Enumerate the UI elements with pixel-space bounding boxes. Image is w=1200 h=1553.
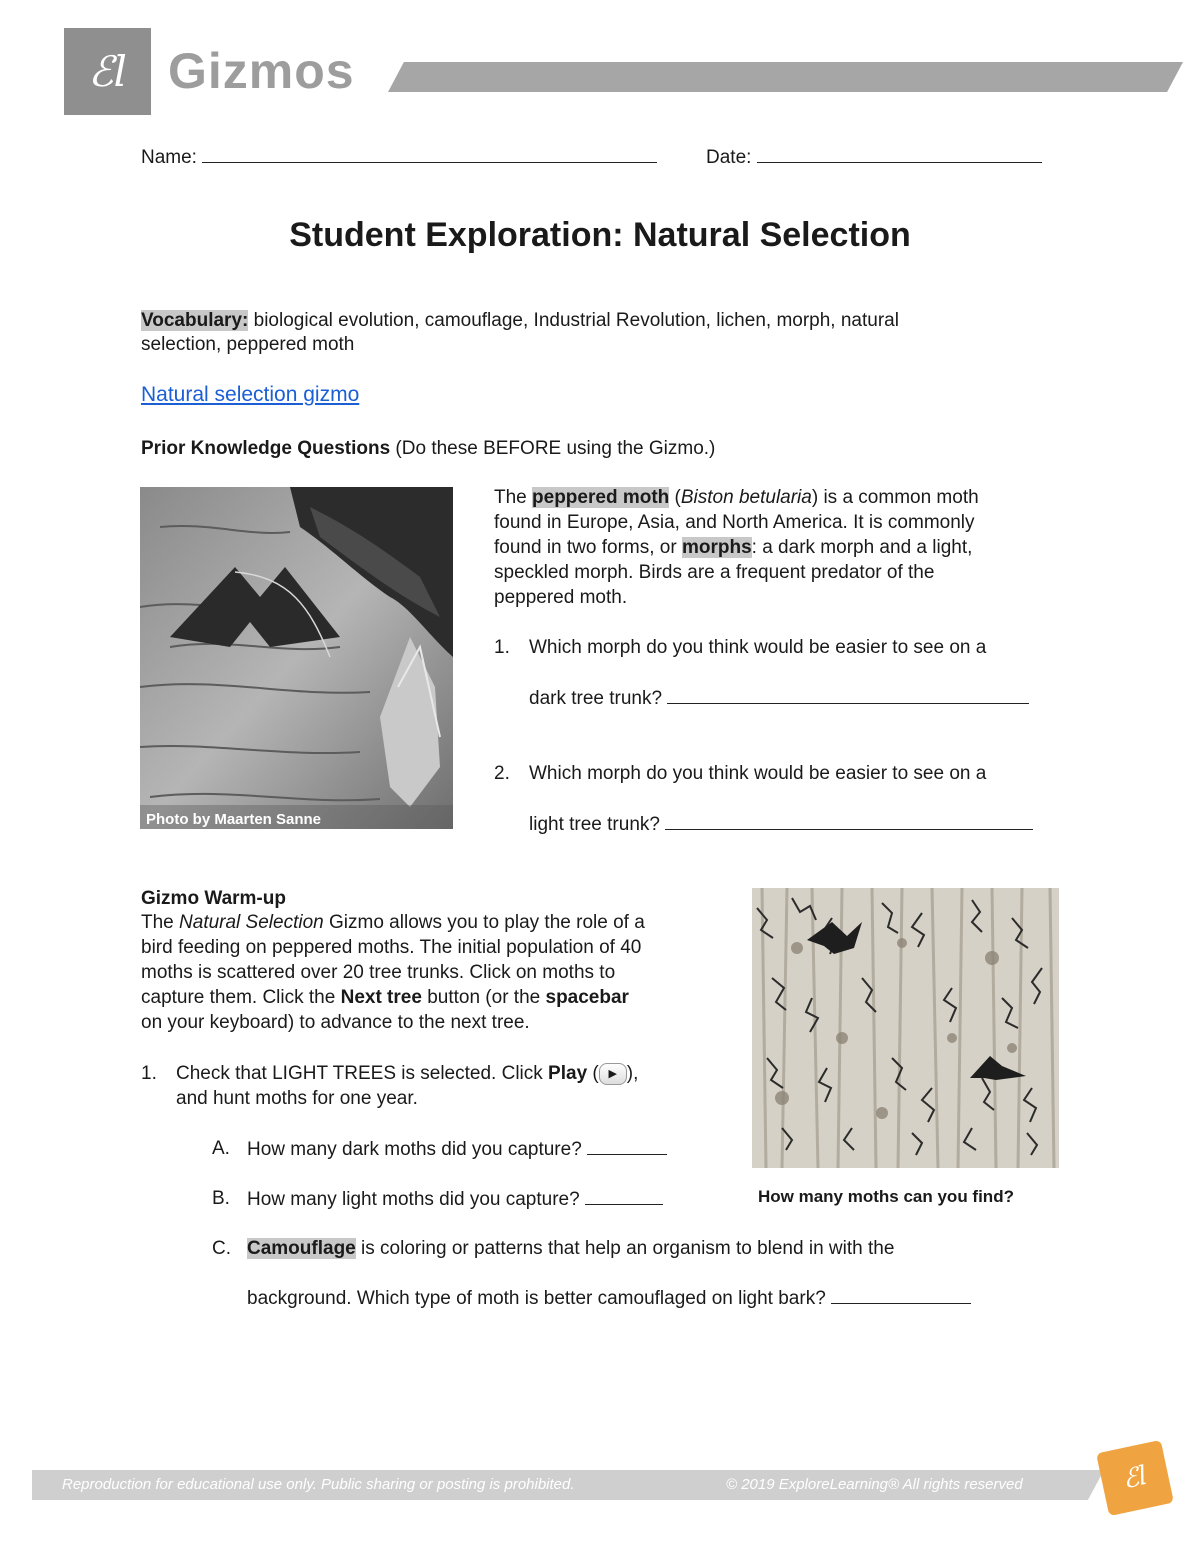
intro-line1: [494, 485, 979, 510]
question-b-label: B.: [212, 1188, 230, 1209]
vocabulary-terms-1: biological evolution, camouflage, Industrial Revolution, lichen, morph, natural: [248, 310, 899, 331]
vocabulary-line1: [141, 308, 899, 333]
question-b-text: How many light moths did you capture?: [247, 1189, 580, 1210]
intro-text: : a dark morph and a light,: [751, 537, 973, 558]
question-2-number: 2.: [494, 763, 510, 784]
question-a-row: [247, 1136, 667, 1162]
question-c-label: C.: [212, 1238, 231, 1259]
step-text: ),: [626, 1063, 639, 1084]
warmup-text: capture them. Click the: [141, 987, 341, 1008]
question-c-line2: [247, 1285, 971, 1311]
intro-line2: found in Europe, Asia, and North America. It is commonly: [494, 512, 975, 533]
question-1-prompt: dark tree trunk?: [529, 688, 663, 709]
step-1-text: [176, 1061, 638, 1086]
moth-camouflage-image: [752, 888, 1059, 1168]
warmup-text: button (or the: [421, 987, 546, 1008]
question-c-prompt: background. Which type of moth is better camouflaged on light bark?: [247, 1288, 826, 1309]
question-c-text: is coloring or patterns that help an organism to blend in with the: [355, 1238, 895, 1259]
gizmo-name: Natural Selection: [179, 912, 324, 933]
logo-mark: ℰl: [88, 47, 127, 96]
brand-name: Gizmos: [168, 43, 355, 99]
intro-line5: peppered moth.: [494, 587, 628, 608]
question-a-label: A.: [212, 1138, 230, 1159]
gizmo-link[interactable]: Natural selection gizmo: [141, 383, 360, 406]
footer-logo-mark: ℰl: [1120, 1460, 1150, 1496]
name-field-row: [141, 144, 657, 170]
camouflage-term: Camouflage: [247, 1238, 356, 1259]
question-b-row: [247, 1186, 663, 1212]
question-a-text: How many dark moths did you capture?: [247, 1139, 582, 1160]
warmup-text: The: [141, 912, 180, 933]
date-field-row: [706, 144, 1042, 170]
warmup-line3: moths is scattered over 20 tree trunks. Click on moths to: [141, 962, 616, 983]
question-1-answer-row: [529, 685, 1029, 711]
name-blank[interactable]: [202, 144, 657, 163]
intro-line3: [494, 535, 972, 560]
intro-text: ) is a common moth: [811, 487, 979, 508]
header-bar: [388, 62, 1183, 92]
play-icon: ▶: [599, 1063, 627, 1085]
vocabulary-label: Vocabulary:: [141, 310, 249, 331]
image-caption: How many moths can you find?: [758, 1187, 1014, 1206]
footer-disclaimer: Reproduction for educational use only. Public sharing or posting is prohibited.: [62, 1476, 575, 1493]
date-label: Date:: [706, 147, 752, 168]
date-blank[interactable]: [757, 144, 1042, 163]
spacebar-term: spacebar: [545, 987, 629, 1008]
question-2-text: Which morph do you think would be easier to see on a: [529, 763, 987, 784]
next-tree-term: Next tree: [340, 987, 422, 1008]
explorelearning-logo: [1096, 1440, 1174, 1516]
step-text: (: [587, 1063, 599, 1084]
scientific-name: Biston betularia: [680, 487, 812, 508]
footer-copyright: © 2019 ExploreLearning® All rights reserved: [726, 1476, 1023, 1493]
prior-note: (Do these BEFORE using the Gizmo.): [390, 438, 716, 459]
warmup-line5: on your keyboard) to advance to the next tree.: [141, 1012, 530, 1033]
warmup-line2: bird feeding on peppered moths. The initial population of 40: [141, 937, 642, 958]
question-1-number: 1.: [494, 637, 510, 658]
warmup-line1: [141, 910, 645, 935]
question-2-blank[interactable]: [665, 811, 1033, 830]
name-label: Name:: [141, 147, 197, 168]
warmup-text: Gizmo allows you to play the role of a: [323, 912, 645, 933]
prior-heading-bold: Prior Knowledge Questions: [141, 438, 391, 459]
question-c-line1: [247, 1236, 894, 1261]
morphs-term: morphs: [681, 537, 752, 558]
question-b-blank[interactable]: [585, 1186, 663, 1205]
peppered-moth-photo: [140, 487, 453, 829]
warmup-heading: Gizmo Warm-up: [141, 888, 286, 909]
photo-credit: Photo by Maarten Sanne: [146, 811, 322, 828]
intro-line4: speckled morph. Birds are a frequent predator of the: [494, 562, 935, 583]
intro-text: The: [494, 487, 533, 508]
gizmos-logo: [64, 28, 151, 115]
question-2-answer-row: [529, 811, 1033, 837]
question-c-blank[interactable]: [831, 1285, 971, 1304]
question-2-prompt: light tree trunk?: [529, 814, 660, 835]
step-1-line2: and hunt moths for one year.: [176, 1088, 418, 1109]
intro-text: (: [669, 487, 681, 508]
prior-knowledge-heading: [141, 436, 715, 461]
step-text: Check that LIGHT TREES is selected. Click: [176, 1063, 549, 1084]
warmup-line4: [141, 985, 629, 1010]
intro-text: found in two forms, or: [494, 537, 682, 558]
play-term: Play: [548, 1063, 588, 1084]
vocabulary-line2: selection, peppered moth: [141, 334, 355, 355]
peppered-moth-term: peppered moth: [532, 487, 670, 508]
page-title: Student Exploration: Natural Selection: [289, 216, 911, 254]
step-1-number: 1.: [141, 1063, 157, 1084]
question-1-blank[interactable]: [667, 685, 1029, 704]
question-1-text: Which morph do you think would be easier to see on a: [529, 637, 987, 658]
question-a-blank[interactable]: [587, 1136, 667, 1155]
